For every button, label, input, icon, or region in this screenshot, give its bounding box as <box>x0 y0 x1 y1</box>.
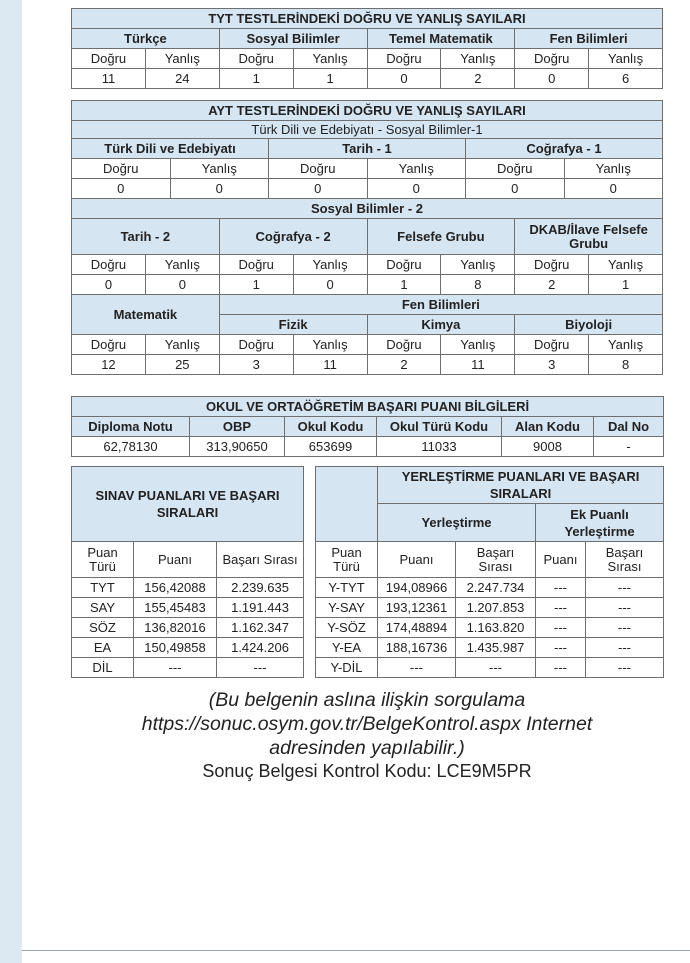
yerlestirme-ek-puan: --- <box>536 638 586 658</box>
ayt-yanlis-label: Yanlış <box>293 255 367 275</box>
ayt-value: 0 <box>293 275 367 295</box>
ayt-value: 3 <box>515 355 589 375</box>
yerlestirme-table <box>315 466 663 678</box>
ayt-subject-tarih1: Tarih - 1 <box>269 139 466 159</box>
ayt-value: 2 <box>515 275 589 295</box>
sinav-col-basari: Başarı Sırası <box>217 542 304 578</box>
yerlestirme-col-basari: Başarı Sırası <box>456 542 536 578</box>
yerlestirme-ek-puan: --- <box>536 598 586 618</box>
tyt-yanlis-label: Yanlış <box>441 49 515 69</box>
sinav-puan: 155,45483 <box>134 598 217 618</box>
ayt-subject-cografya1: Coğrafya - 1 <box>466 139 663 159</box>
ayt-dogru-label: Doğru <box>72 335 146 355</box>
tyt-subject-matematik: Temel Matematik <box>367 29 515 49</box>
tyt-value: 6 <box>589 69 663 89</box>
sinav-puan: 136,82016 <box>134 618 217 638</box>
yerlestirme-ek-puan: --- <box>536 658 586 678</box>
sinav-table <box>71 466 303 678</box>
sinav-col-puani: Puanı <box>134 542 217 578</box>
ayt-dogru-label: Doğru <box>367 335 441 355</box>
sinav-sira: 1.162.347 <box>217 618 304 638</box>
yerlestirme-ek-sira: --- <box>586 658 664 678</box>
ayt-subject-matematik: Matematik <box>72 295 220 335</box>
ayt-value: 1 <box>219 275 293 295</box>
ayt-yanlis-label: Yanlış <box>145 255 219 275</box>
sinav-sira: 2.239.635 <box>217 578 304 598</box>
sinav-sira: 1.424.206 <box>217 638 304 658</box>
ayt-value: 1 <box>589 275 663 295</box>
ayt-dogru-label: Doğru <box>515 255 589 275</box>
sinav-tur: SÖZ <box>72 618 134 638</box>
ayt-value: 0 <box>72 179 171 199</box>
tyt-yanlis-label: Yanlış <box>293 49 367 69</box>
ayt-subject-dkab: DKAB/İlave Felsefe Grubu <box>515 219 663 255</box>
tyt-yanlis-label: Yanlış <box>589 49 663 69</box>
ayt-table <box>71 100 663 375</box>
tyt-value: 0 <box>515 69 589 89</box>
ayt-dogru-label: Doğru <box>219 255 293 275</box>
ayt-value: 0 <box>564 179 663 199</box>
ayt-value: 12 <box>72 355 146 375</box>
yerlestirme-puan: 194,08966 <box>378 578 456 598</box>
tyt-dogru-label: Doğru <box>219 49 293 69</box>
yerlestirme-corner <box>316 467 378 542</box>
yerlestirme-col-puan-turu: Puan Türü <box>316 542 378 578</box>
ayt-dogru-label: Doğru <box>72 159 171 179</box>
control-code: Sonuç Belgesi Kontrol Kodu: LCE9M5PR <box>202 761 532 781</box>
ayt-fen-title: Fen Bilimleri <box>219 295 662 315</box>
ayt-yanlis-label: Yanlış <box>589 255 663 275</box>
okul-header-okul-kodu: Okul Kodu <box>285 417 377 437</box>
yerlestirme-ek-sira: --- <box>586 598 664 618</box>
ayt-dogru-label: Doğru <box>367 255 441 275</box>
okul-value-obp: 313,90650 <box>190 437 285 457</box>
ayt-yanlis-label: Yanlış <box>589 335 663 355</box>
yerlestirme-puan: 174,48894 <box>378 618 456 638</box>
ayt-dogru-label: Doğru <box>515 335 589 355</box>
tyt-dogru-label: Doğru <box>367 49 441 69</box>
ayt-value: 0 <box>466 179 565 199</box>
yerlestirme-ek-sira: --- <box>586 638 664 658</box>
yerlestirme-puan: 188,16736 <box>378 638 456 658</box>
yerlestirme-tur: Y-EA <box>316 638 378 658</box>
yerlestirme-title: YERLEŞTİRME PUANLARI VE BAŞARI SIRALARI <box>378 467 664 504</box>
yerlestirme-ek-sira: --- <box>586 618 664 638</box>
ayt-value: 0 <box>145 275 219 295</box>
ayt-dogru-label: Doğru <box>219 335 293 355</box>
ayt-value: 25 <box>145 355 219 375</box>
ayt-dogru-label: Doğru <box>269 159 368 179</box>
ayt-dogru-label: Doğru <box>466 159 565 179</box>
ayt-value: 0 <box>367 179 466 199</box>
sinav-puan: 150,49858 <box>134 638 217 658</box>
ayt-subject-felsefe: Felsefe Grubu <box>367 219 515 255</box>
tyt-subject-sosyal: Sosyal Bilimler <box>219 29 367 49</box>
tyt-dogru-label: Doğru <box>72 49 146 69</box>
yerlestirme-sira: 1.207.853 <box>456 598 536 618</box>
footer-verification-link[interactable]: https://sonuc.osym.gov.tr/BelgeKontrol.aspx Internet <box>141 713 593 735</box>
tyt-subject-turkce: Türkçe <box>72 29 220 49</box>
ayt-value: 3 <box>219 355 293 375</box>
ayt-value: 0 <box>72 275 146 295</box>
okul-header-okul-turu: Okul Türü Kodu <box>377 417 502 437</box>
ayt-dogru-label: Doğru <box>72 255 146 275</box>
tyt-table <box>71 8 663 89</box>
yerlestirme-tur: Y-DİL <box>316 658 378 678</box>
ayt-subject-tarih2: Tarih - 2 <box>72 219 220 255</box>
yerlestirme-sub-ek: Ek Puanlı Yerleştirme <box>536 504 664 542</box>
yerlestirme-ek-puan: --- <box>536 618 586 638</box>
verification-footer <box>71 688 663 782</box>
tyt-value: 1 <box>219 69 293 89</box>
yerlestirme-sira: 1.435.987 <box>456 638 536 658</box>
yerlestirme-tur: Y-SÖZ <box>316 618 378 638</box>
yerlestirme-ek-sira: --- <box>586 578 664 598</box>
ayt-yanlis-label: Yanlış <box>170 159 269 179</box>
sinav-sira: --- <box>217 658 304 678</box>
yerlestirme-sira: --- <box>456 658 536 678</box>
tyt-value: 1 <box>293 69 367 89</box>
ayt-value: 8 <box>589 355 663 375</box>
sinav-tur: TYT <box>72 578 134 598</box>
yerlestirme-tur: Y-TYT <box>316 578 378 598</box>
ayt-subject-cografya2: Coğrafya - 2 <box>219 219 367 255</box>
okul-value-diploma: 62,78130 <box>72 437 190 457</box>
ayt-yanlis-label: Yanlış <box>564 159 663 179</box>
ayt-subject-kimya: Kimya <box>367 315 515 335</box>
tyt-yanlis-label: Yanlış <box>145 49 219 69</box>
ayt-subject-tde: Türk Dili ve Edebiyatı <box>72 139 269 159</box>
okul-value-okul-turu: 11033 <box>377 437 502 457</box>
okul-table <box>71 396 663 457</box>
yerlestirme-puan: 193,12361 <box>378 598 456 618</box>
bottom-divider <box>22 950 690 951</box>
ayt-yanlis-label: Yanlış <box>367 159 466 179</box>
ayt-value: 0 <box>269 179 368 199</box>
yerlestirme-sub-yerlestirme: Yerleştirme <box>378 504 536 542</box>
ayt-group2-title: Sosyal Bilimler - 2 <box>72 199 663 219</box>
tyt-subject-fen: Fen Bilimleri <box>515 29 663 49</box>
sinav-col-puan-turu: Puan Türü <box>72 542 134 578</box>
sinav-title: SINAV PUANLARI VE BAŞARI SIRALARI <box>72 467 304 542</box>
left-edge-strip <box>0 0 22 963</box>
yerlestirme-sira: 1.163.820 <box>456 618 536 638</box>
sinav-tur: EA <box>72 638 134 658</box>
ayt-subject-biyoloji: Biyoloji <box>515 315 663 335</box>
okul-header-alan-kodu: Alan Kodu <box>502 417 594 437</box>
ayt-value: 2 <box>367 355 441 375</box>
ayt-value: 0 <box>170 179 269 199</box>
tyt-value: 2 <box>441 69 515 89</box>
okul-header-obp: OBP <box>190 417 285 437</box>
tyt-dogru-label: Doğru <box>515 49 589 69</box>
ayt-value: 1 <box>367 275 441 295</box>
okul-value-alan-kodu: 9008 <box>502 437 594 457</box>
yerlestirme-col-ek-basari: Başarı Sırası <box>586 542 664 578</box>
sinav-puan: 156,42088 <box>134 578 217 598</box>
tyt-value: 0 <box>367 69 441 89</box>
yerlestirme-ek-puan: --- <box>536 578 586 598</box>
yerlestirme-col-ek-puani: Puanı <box>536 542 586 578</box>
sinav-tur: DİL <box>72 658 134 678</box>
okul-value-dal-no: - <box>594 437 664 457</box>
tyt-value: 11 <box>72 69 146 89</box>
ayt-subject-fizik: Fizik <box>219 315 367 335</box>
okul-title: OKUL VE ORTAÖĞRETİM BAŞARI PUANI BİLGİLERİ <box>72 397 664 417</box>
footer-line-3: adresinden yapılabilir.) <box>269 737 465 759</box>
yerlestirme-sira: 2.247.734 <box>456 578 536 598</box>
ayt-yanlis-label: Yanlış <box>441 255 515 275</box>
ayt-value: 11 <box>293 355 367 375</box>
ayt-yanlis-label: Yanlış <box>293 335 367 355</box>
ayt-value: 8 <box>441 275 515 295</box>
sinav-sira: 1.191.443 <box>217 598 304 618</box>
sinav-puan: --- <box>134 658 217 678</box>
yerlestirme-tur: Y-SAY <box>316 598 378 618</box>
okul-header-diploma: Diploma Notu <box>72 417 190 437</box>
ayt-yanlis-label: Yanlış <box>145 335 219 355</box>
ayt-group1-title: Türk Dili ve Edebiyatı - Sosyal Bilimler-1 <box>72 121 663 139</box>
footer-line-1: (Bu belgenin aslına ilişkin sorgulama <box>208 689 526 711</box>
ayt-title: AYT TESTLERİNDEKİ DOĞRU VE YANLIŞ SAYILARI <box>72 101 663 121</box>
tyt-title: TYT TESTLERİNDEKİ DOĞRU VE YANLIŞ SAYILARI <box>72 9 663 29</box>
yerlestirme-col-puani: Puanı <box>378 542 456 578</box>
okul-value-okul-kodu: 653699 <box>285 437 377 457</box>
yerlestirme-puan: --- <box>378 658 456 678</box>
sinav-tur: SAY <box>72 598 134 618</box>
ayt-yanlis-label: Yanlış <box>441 335 515 355</box>
tyt-value: 24 <box>145 69 219 89</box>
ayt-value: 11 <box>441 355 515 375</box>
okul-header-dal-no: Dal No <box>594 417 664 437</box>
